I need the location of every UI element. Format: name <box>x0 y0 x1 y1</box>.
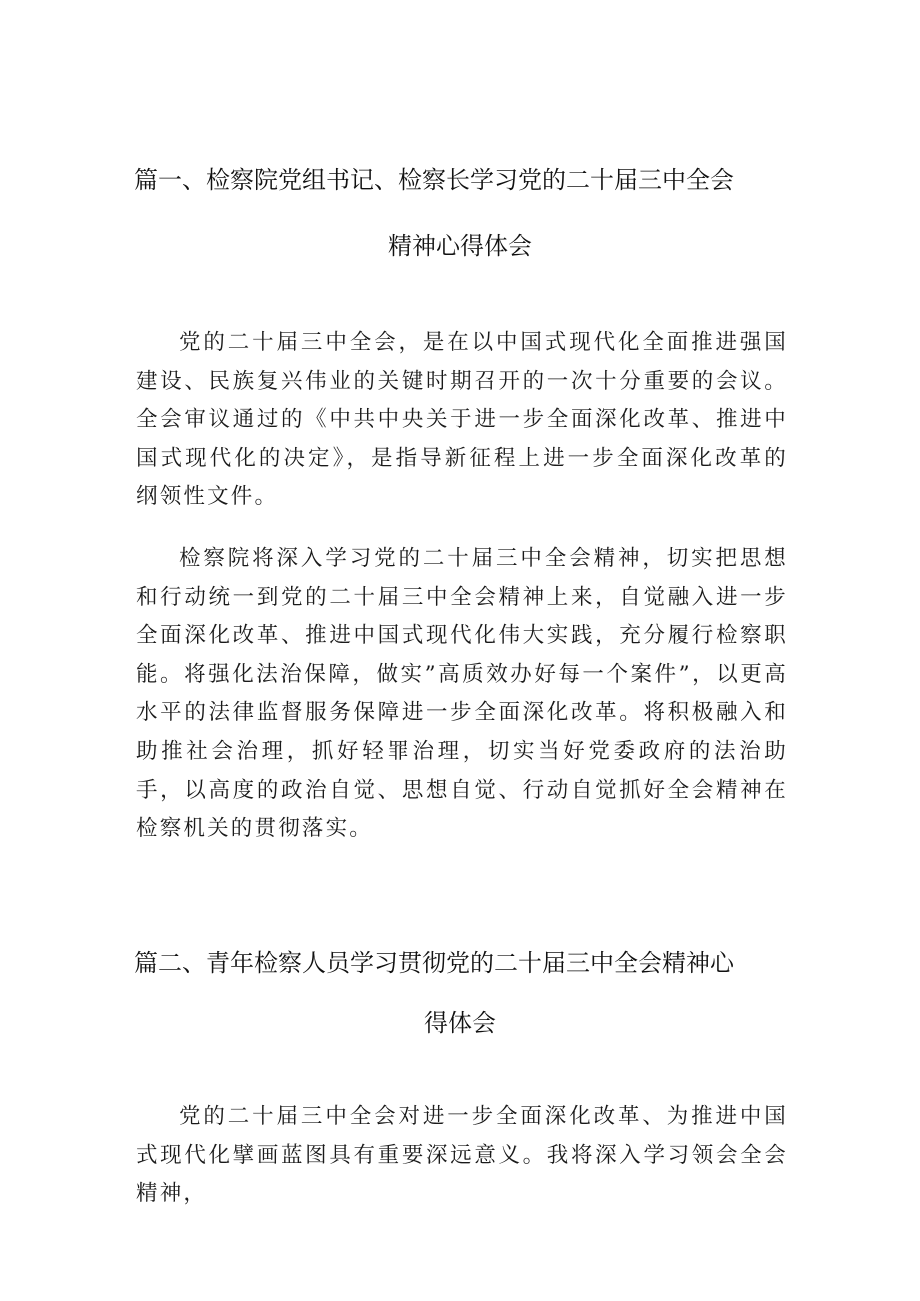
section-2-paragraph-1: 党的二十届三中全会对进一步全面深化改革、为推进中国式现代化擘画蓝图具有重要深远意义。我将深入学习领会全会精神， <box>136 1104 788 1207</box>
section-1-paragraph-1: 党的二十届三中全会，是在以中国式现代化全面推进强国建设、民族复兴伟业的关键时期召开的一次十分重要的会议。全会审议通过的《中共中央关于进一步全面深化改革、推进中国式现代化的决定》，是指导新征程上进一步全面深化改革的纲领性文件。 <box>136 330 788 510</box>
section-1-title-line-2: 精神心得体会 <box>388 232 532 260</box>
section-2-title-line-1: 篇二、青年检察人员学习贯彻党的二十届三中全会精神心 <box>134 949 734 977</box>
section-1-title-line-1: 篇一、检察院党组书记、检察长学习党的二十届三中全会 <box>134 166 734 194</box>
section-2-title-line-2: 得体会 <box>424 1009 496 1037</box>
section-1-paragraph-2: 检察院将深入学习党的二十届三中全会精神，切实把思想和行动统一到党的二十届三中全会精神上来，自觉融入进一步全面深化改革、推进中国式现代化伟大实践，充分履行检察职能。将强化法治保障，做实”高质效办好每一个案件”，以更高水平的法律监督服务保障进一步全面深化改革。将积极融入和助推社会治理，抓好轻罪治理，切实当好党委政府的法治助手，以高度的政治自觉、思想自觉、行动自觉抓好全会精神在检察机关的贯彻落实。 <box>136 546 788 842</box>
